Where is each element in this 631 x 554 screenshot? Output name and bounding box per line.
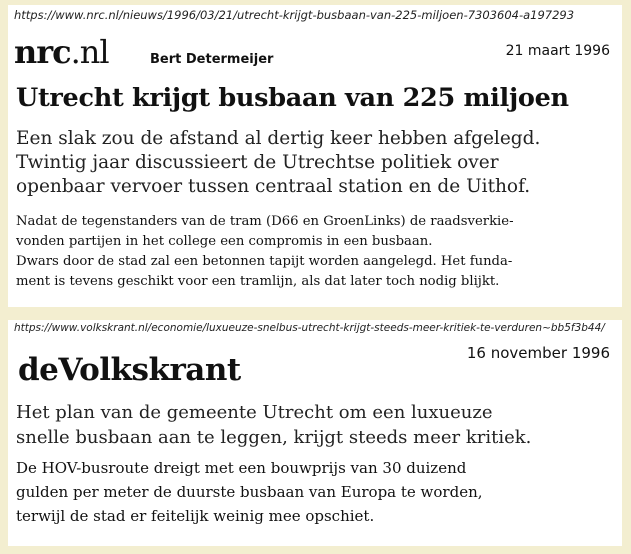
nrc-lead-paragraph	[16, 127, 616, 199]
nrc-article-url[interactable]: https://www.nrc.nl/nieuws/1996/03/21/utrecht-krijgt-busbaan-van-225-miljoen-7303604-a197293	[14, 8, 575, 22]
nrc-headline: Utrecht krijgt busbaan van 225 miljoen	[16, 83, 569, 113]
volkskrant-article-url[interactable]: https://www.volkskrant.nl/economie/luxueuze-snelbus-utrecht-krijgt-steeds-meer-kritiek-te-verduren~bb5f3b44/	[14, 322, 605, 334]
volkskrant-article-clipping	[8, 320, 622, 546]
nrc-logo-light: .nl	[70, 33, 109, 71]
nrc-lead-line: openbaar vervoer tussen centraal station en de Uithof.	[16, 176, 531, 197]
nrc-body-line: vonden partijen in het college een compromis in een busbaan.	[16, 234, 433, 249]
nrc-logo-bold: nrc	[14, 33, 71, 71]
nrc-body-line: Dwars door de stad zal een betonnen tapijt worden aangelegd. Het funda-	[16, 254, 513, 269]
nrc-lead-line: Een slak zou de afstand al dertig keer hebben afgelegd.	[16, 128, 541, 149]
volkskrant-lead-paragraph	[16, 400, 616, 450]
nrc-article-date: 21 maart 1996	[505, 43, 610, 59]
volkskrant-body-line: terwijl de stad er feitelijk weinig mee opschiet.	[16, 507, 375, 525]
volkskrant-article-date: 16 november 1996	[466, 344, 610, 362]
nrc-body-line: Nadat de tegenstanders van de tram (D66 en GroenLinks) de raadsverkie-	[16, 214, 514, 229]
volkskrant-lead-line: snelle busbaan aan te leggen, krijgt steeds meer kritiek.	[16, 427, 532, 448]
volkskrant-body-line: De HOV-busroute dreigt met een bouwprijs van 30 duizend	[16, 459, 467, 477]
volkskrant-body-line: gulden per meter de duurste busbaan van Europa te worden,	[16, 483, 483, 501]
volkskrant-body-text	[16, 456, 616, 528]
nrc-body-text	[16, 212, 616, 292]
nrc-logo	[14, 35, 109, 69]
volkskrant-lead-line: Het plan van de gemeente Utrecht om een luxueuze	[16, 402, 493, 423]
article-author: Bert Determeijer	[150, 52, 274, 67]
nrc-body-line: ment is tevens geschikt voor een tramlijn, als dat later toch nodig blijkt.	[16, 274, 500, 289]
nrc-lead-line: Twintig jaar discussieert de Utrechtse politiek over	[16, 152, 499, 173]
nrc-article-clipping	[8, 5, 622, 307]
volkskrant-logo: deVolkskrant	[18, 352, 241, 388]
